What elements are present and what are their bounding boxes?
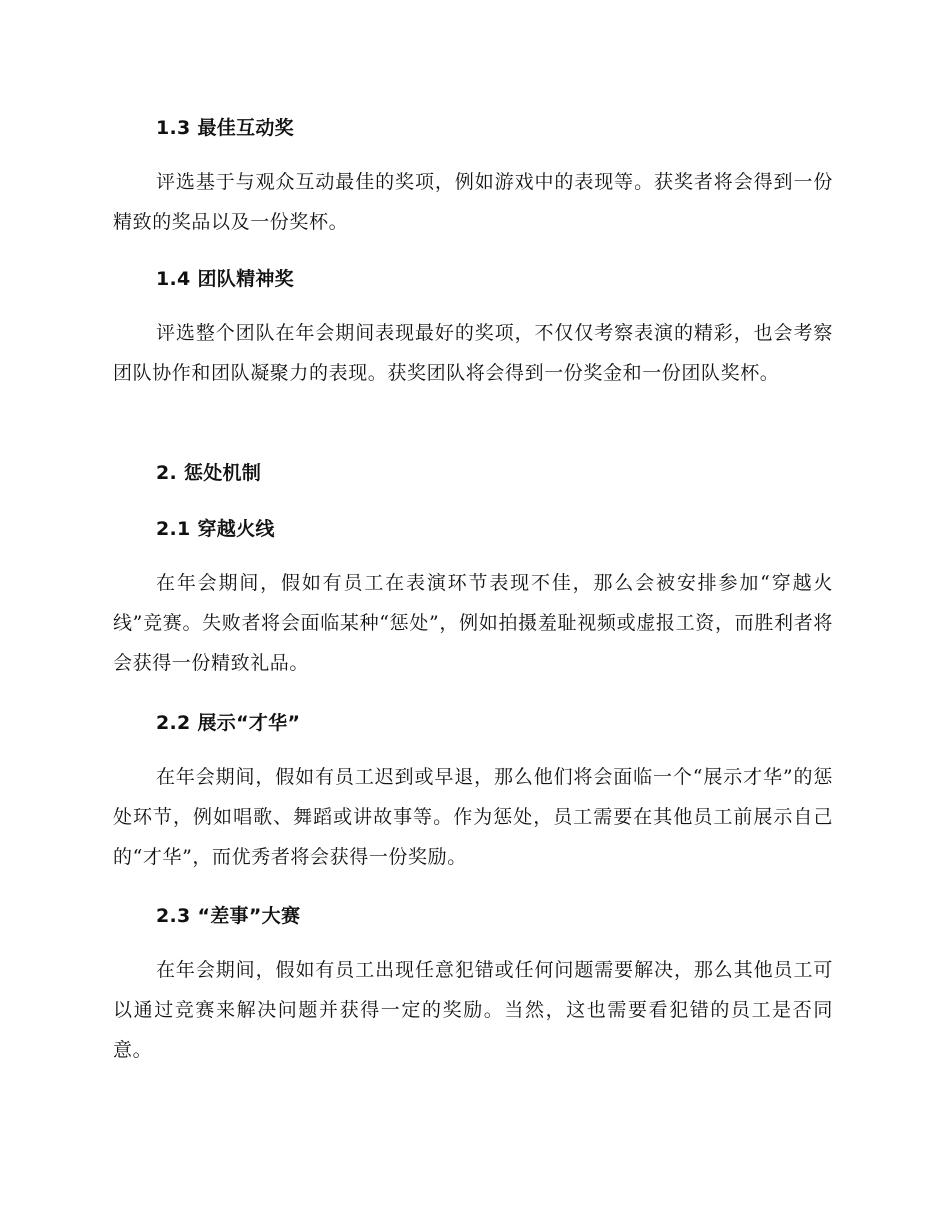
paragraph-2-1: 在年会期间，假如有员工在表演环节表现不佳，那么会被安排参加“穿越火线”竞赛。失败者将会面临某种“惩处”，例如拍摄羞耻视频或虚报工资，而胜利者将会获得一份精致礼品。 <box>113 572 833 674</box>
heading-2: 2. 惩处机制 <box>156 462 262 484</box>
heading-1-4: 1.4 团队精神奖 <box>156 268 294 290</box>
paragraph-2-3: 在年会期间，假如有员工出现任意犯错或任何问题需要解决，那么其他员工可以通过竞赛来解决问题并获得一定的奖励。当然，这也需要看犯错的员工是否同意。 <box>113 959 833 1061</box>
paragraph-2-2: 在年会期间，假如有员工迟到或早退，那么他们将会面临一个“展示才华”的惩处环节，例如唱歌、舞蹈或讲故事等。作为惩处，员工需要在其他员工前展示自己的“才华”，而优秀者将会获得一份奖励。 <box>113 766 833 868</box>
paragraph-1-4: 评选整个团队在年会期间表现最好的奖项，不仅仅考察表演的精彩，也会考察团队协作和团队凝聚力的表现。获奖团队将会得到一份奖金和一份团队奖杯。 <box>113 322 833 384</box>
heading-2-3: 2.3 “差事”大赛 <box>156 905 301 927</box>
heading-2-1: 2.1 穿越火线 <box>156 518 275 540</box>
paragraph-1-3: 评选基于与观众互动最佳的奖项，例如游戏中的表现等。获奖者将会得到一份精致的奖品以及一份奖杯。 <box>113 171 833 233</box>
heading-1-3: 1.3 最佳互动奖 <box>156 117 294 139</box>
heading-2-2: 2.2 展示“才华” <box>156 712 301 734</box>
